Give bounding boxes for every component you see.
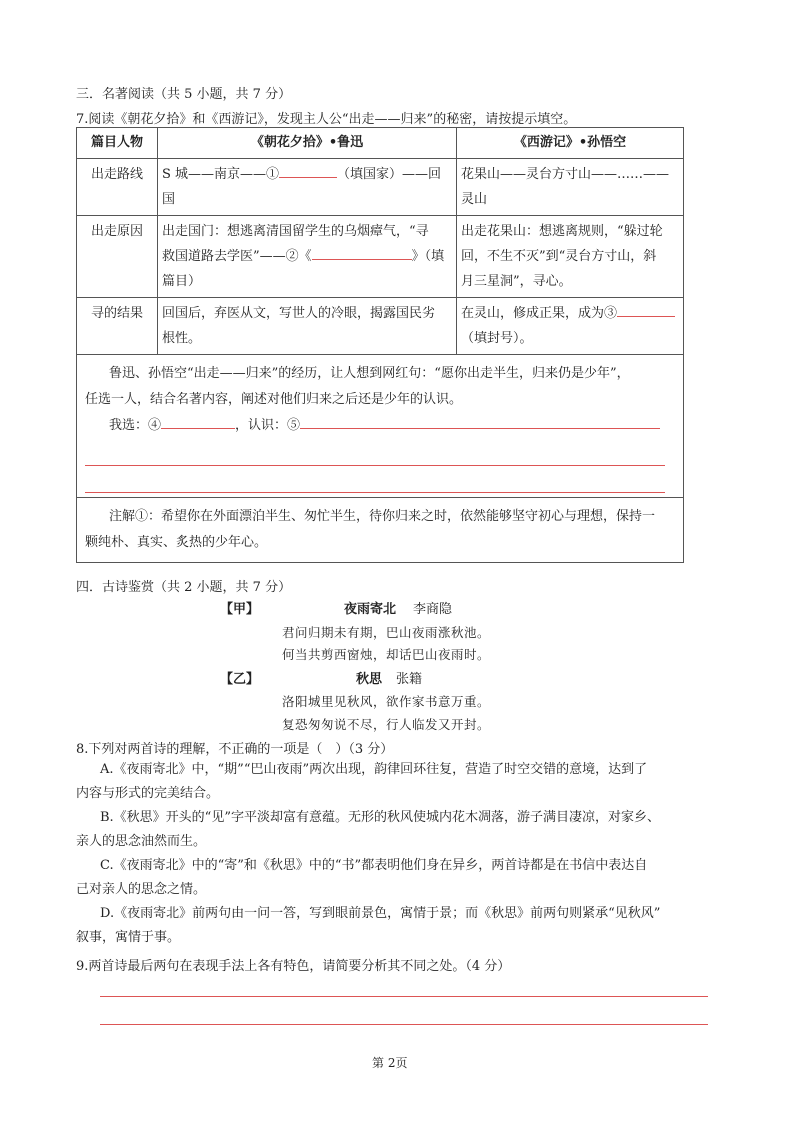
answer-line[interactable] — [100, 1024, 708, 1025]
poem-2-title: 秋思 — [356, 672, 383, 687]
prompt-cell — [77, 355, 684, 498]
reading-table — [76, 127, 684, 563]
table-cell — [457, 159, 684, 216]
prompt-text: 任选一人，结合名著内容，阐述对他们归来之后还是少年的认识。 — [85, 392, 463, 407]
cell-text: 国 — [162, 192, 176, 207]
question-9: 9.两首诗最后两句在表现手法上各有特色，请简要分析其不同之处。（4 分） — [76, 959, 511, 974]
cell-text: 出走花果山：想逃离规则，“躲过轮 — [461, 224, 663, 239]
option-a[interactable]: A.《夜雨寄北》中，“期”“巴山夜雨”两次出现，韵律回环往复，营造了时空交错的意境，达到了 — [100, 762, 648, 777]
note-text: 注解①：希望你在外面漂泊半生、匆忙半生，待你归来之时，依然能够坚守初心与理想，保持一 — [109, 509, 656, 524]
prompt-text: 鲁迅、孙悟空“出走——归来”的经历，让人想到网红句：“愿你出走半生，归来仍是少年”， — [109, 366, 630, 381]
blank-1[interactable] — [279, 163, 337, 178]
option-b-cont: 亲人的思念油然而生。 — [76, 834, 207, 849]
cell-text: 在灵山，修成正果，成为③ — [461, 306, 618, 321]
cell-text: 篇目） — [162, 274, 202, 289]
table-row — [77, 498, 684, 563]
cell-text: 回，不生不灭”到“灵台方寸山，斜 — [461, 249, 657, 264]
table-row — [77, 298, 684, 355]
page-number: 第 2页 — [372, 1056, 408, 1070]
poem-1-title: 夜雨寄北 — [344, 602, 397, 617]
row-label: 出走原因 — [77, 216, 158, 298]
note-text: 颗纯朴、真实、炙热的少年心。 — [85, 535, 268, 550]
blank-2[interactable] — [312, 245, 412, 260]
option-a-cont: 内容与形式的完美结合。 — [76, 786, 220, 801]
table-cell — [457, 216, 684, 298]
answer-line[interactable] — [85, 466, 665, 493]
cell-text: （填封号）。 — [461, 331, 533, 346]
poem-2-line: 洛阳城里见秋风，欲作家书意万重。 — [282, 694, 491, 709]
table-row — [77, 216, 684, 298]
cell-text: 回国后，弃医从文，写世人的冷眼，揭露国民劣 — [162, 306, 436, 321]
header-col-3: 《西游记》•孙悟空 — [457, 128, 684, 159]
table-cell — [158, 216, 457, 298]
poem-1-tag: 【甲】 — [220, 602, 260, 617]
blank-4[interactable] — [161, 414, 235, 429]
table-row — [77, 355, 684, 498]
table-cell — [158, 159, 457, 216]
cell-text: 月三星洞”，寻心。 — [461, 274, 572, 289]
cell-text: 灵山 — [461, 192, 488, 207]
cell-text: 根性。 — [162, 331, 202, 346]
blank-3[interactable] — [617, 302, 675, 317]
header-col-2: 《朝花夕拾》•鲁迅 — [158, 128, 457, 159]
question-8: 8.下列对两首诗的理解，不正确的一项是（ ）（3 分） — [76, 742, 394, 757]
table-row — [77, 159, 684, 216]
cell-text: S 城——南京——① — [162, 167, 280, 182]
cell-text: 救国道路去学医”——②《 — [162, 249, 312, 264]
understand-label: ，认识：⑤ — [235, 418, 301, 433]
answer-line[interactable] — [85, 439, 665, 466]
poem-1-line: 何当共剪西窗烛，却话巴山夜雨时。 — [282, 647, 491, 662]
note-cell — [77, 498, 684, 563]
option-d-cont: 叙事，寓情于事。 — [76, 930, 181, 945]
row-label: 出走路线 — [77, 159, 158, 216]
cell-text: 》（填 — [411, 249, 445, 264]
header-col-1: 篇目人物 — [77, 128, 158, 159]
table-header-row — [77, 128, 684, 159]
section-3-heading: 三．名著阅读（共 5 小题，共 7 分） — [76, 87, 292, 102]
poem-2-line: 复恐匆匆说不尽，行人临发又开封。 — [282, 717, 491, 732]
option-c[interactable]: C.《夜雨寄北》中的“寄”和《秋思》中的“书”都表明他们身在异乡，两首诗都是在书信中表达自 — [100, 858, 648, 873]
question-7: 7.阅读《朝花夕拾》和《西游记》，发现主人公“出走——归来”的秘密，请按提示填空。 — [76, 112, 577, 127]
cell-text: （填国家）——回 — [337, 167, 442, 182]
blank-5[interactable] — [300, 414, 660, 429]
table-cell — [457, 298, 684, 355]
poem-2-tag: 【乙】 — [220, 672, 260, 687]
option-d[interactable]: D.《夜雨寄北》前两句由一问一答，写到眼前景色，寓情于景；而《秋思》前两句则紧承“见秋风” — [100, 906, 661, 921]
cell-text: 花果山——灵台方寸山——……—— — [461, 167, 670, 182]
poem-1-line: 君问归期未有期，巴山夜雨涨秋池。 — [282, 625, 491, 640]
section-4-heading: 四．古诗鉴赏（共 2 小题，共 7 分） — [76, 580, 292, 595]
choose-label: 我选：④ — [109, 418, 162, 433]
table-cell — [158, 298, 457, 355]
cell-text: 出走国门：想逃离清国留学生的乌烟瘴气，“寻 — [162, 224, 429, 239]
row-label: 寻的结果 — [77, 298, 158, 355]
option-b[interactable]: B.《秋思》开头的“见”字平淡却富有意蕴。无形的秋风使城内花木凋落，游子满目凄凉，对家乡、 — [100, 810, 660, 825]
answer-line[interactable] — [100, 996, 708, 997]
poem-1-author: 李商隐 — [413, 602, 453, 617]
option-c-cont: 己对亲人的思念之情。 — [76, 882, 207, 897]
poem-2-author: 张籍 — [396, 672, 423, 687]
